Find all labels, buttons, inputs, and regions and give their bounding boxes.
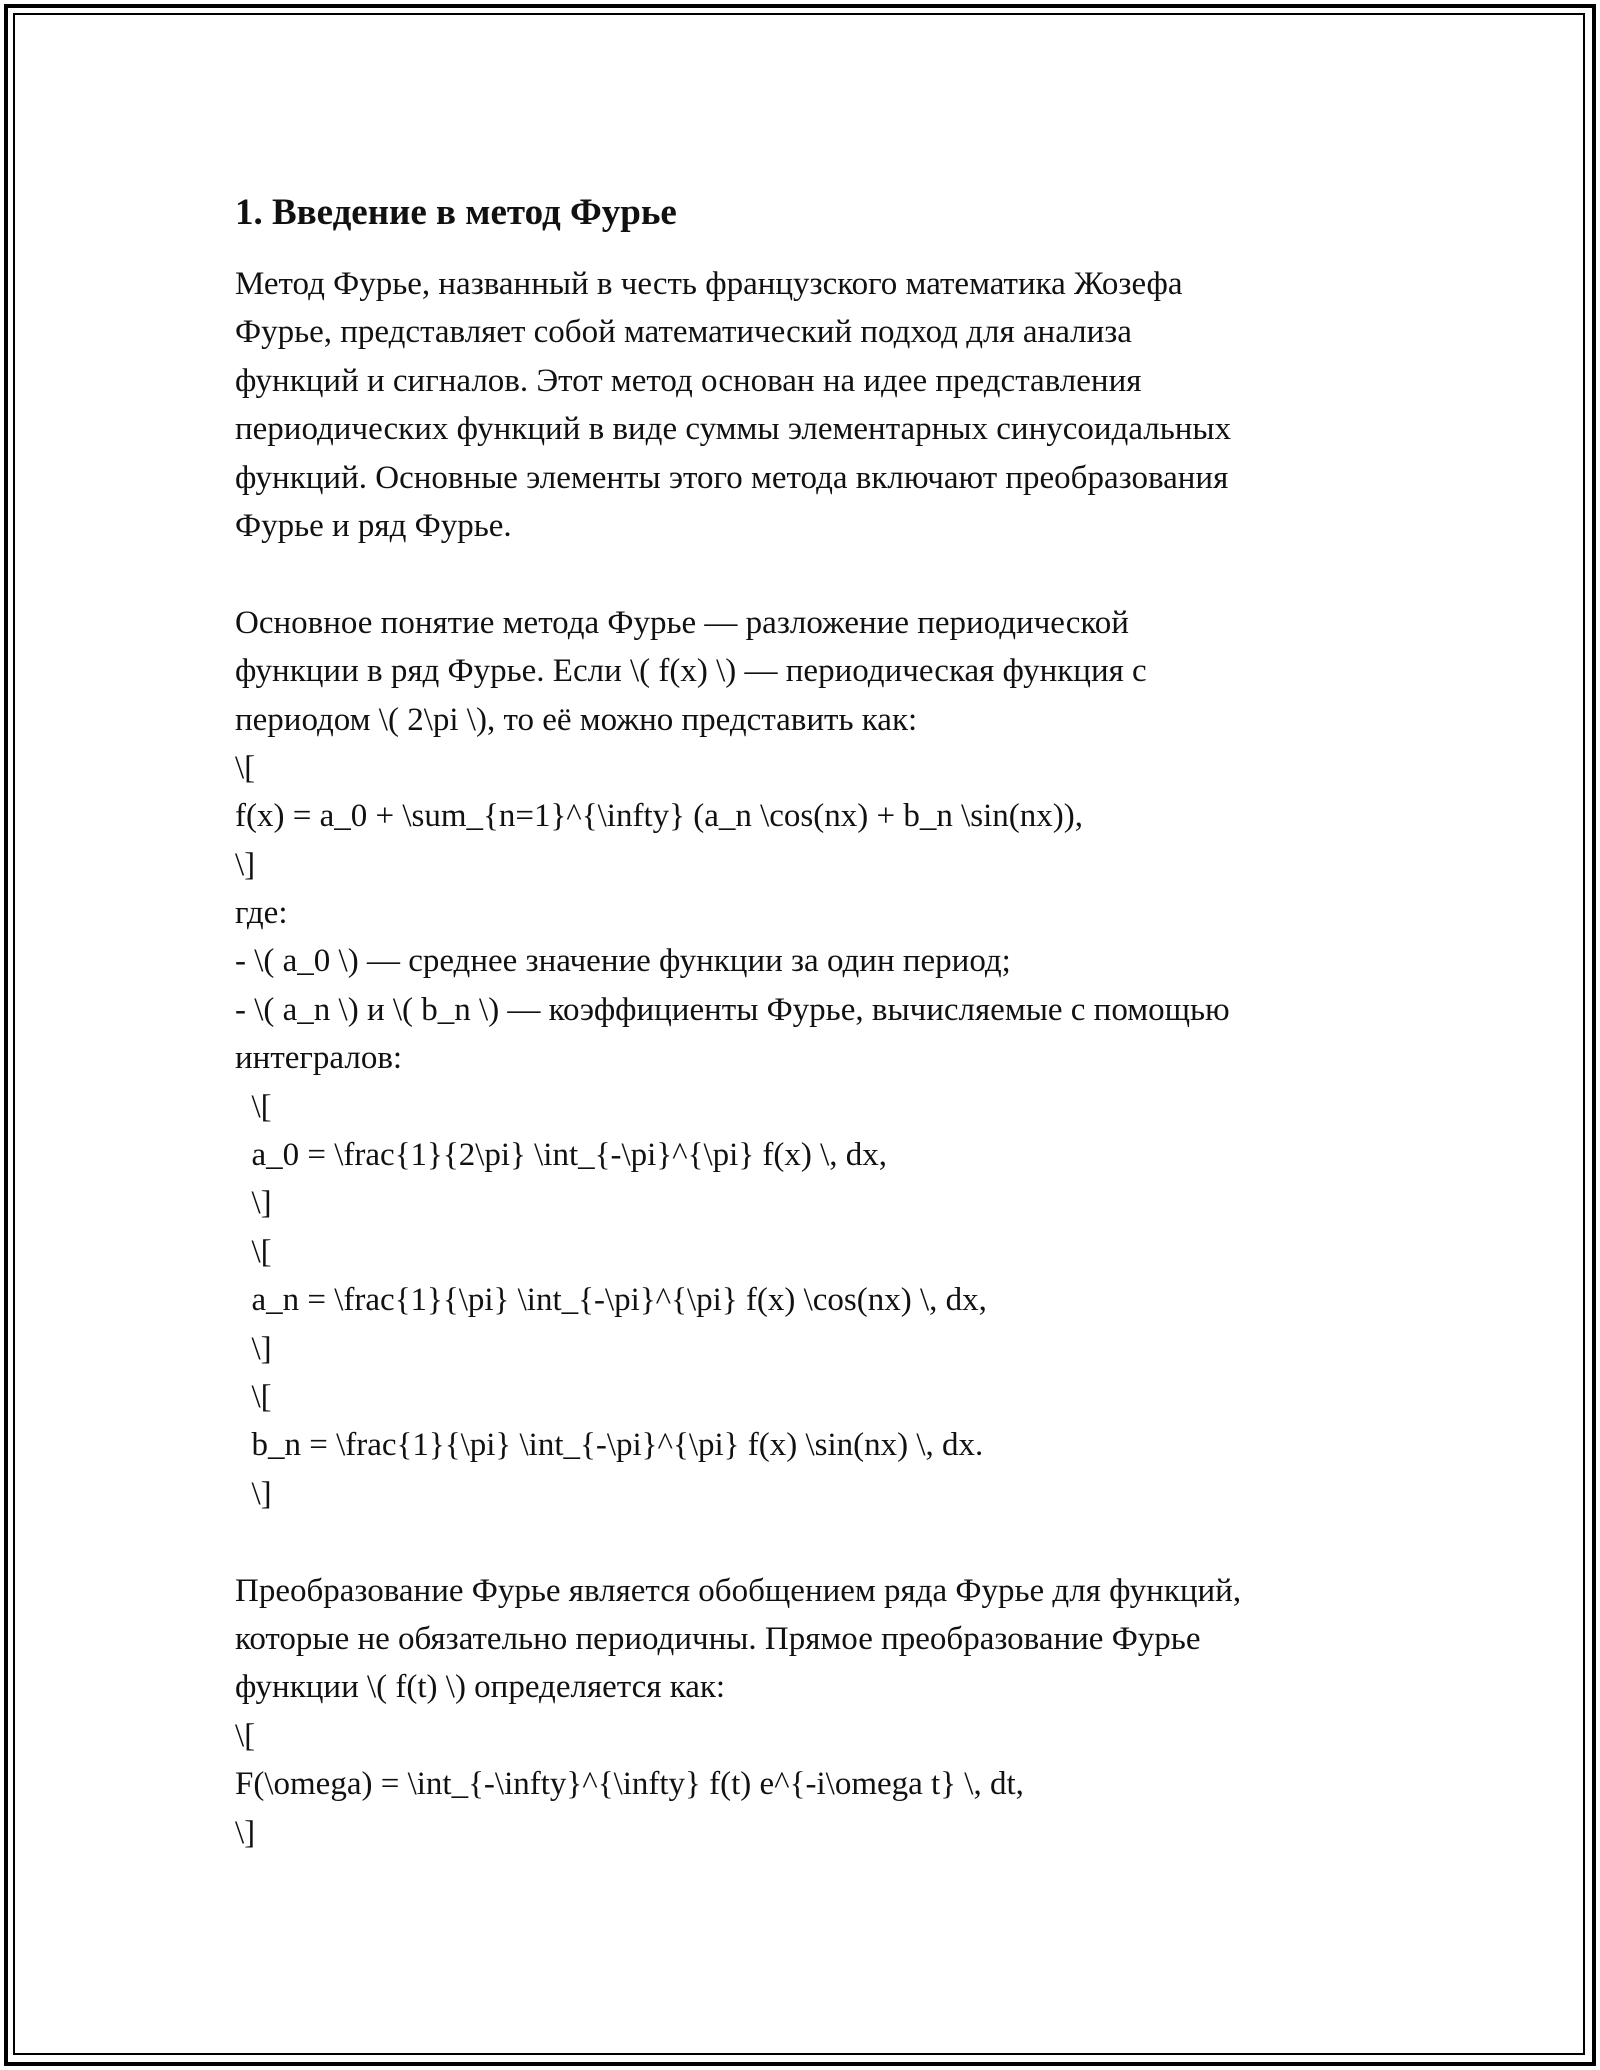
text-line: Фурье, представляет собой математический подход для анализа: [235, 314, 1132, 351]
document-text: [235, 260, 1375, 1857]
text-line: b_n = \frac{1}{\pi} \int_{-\pi}^{\pi} f(x) \sin(nx) \, dx.: [235, 1427, 984, 1464]
text-line: Основное понятие метода Фурье — разложение периодической: [235, 604, 1129, 641]
text-line: \[: [235, 1717, 256, 1754]
text-line: \[: [235, 1378, 272, 1415]
text-line: - \( a_0 \) — среднее значение функции за один период;: [235, 943, 1011, 980]
text-line: где:: [235, 895, 288, 932]
section-title: 1. Введение в метод Фурье: [235, 192, 677, 233]
text-line: \]: [235, 1475, 272, 1512]
text-line: \]: [235, 846, 256, 883]
text-line: [235, 1518, 1375, 1566]
text-line: \[: [235, 1233, 272, 1270]
text-line: - \( a_n \) и \( b_n \) — коэффициенты Фурье, вычисляемые с помощью: [235, 991, 1230, 1028]
text-line: \[: [235, 1088, 272, 1125]
text-line: a_n = \frac{1}{\pi} \int_{-\pi}^{\pi} f(x) \cos(nx) \, dx,: [235, 1282, 987, 1319]
text-line: периодических функций в виде суммы элементарных синусоидальных: [235, 411, 1232, 448]
text-line: которые не обязательно периодичны. Прямое преобразование Фурье: [235, 1620, 1201, 1657]
text-line: периодом \( 2\pi \), то её можно представить как:: [235, 701, 918, 738]
document-body: [235, 190, 1375, 1857]
text-line: Фурье и ряд Фурье.: [235, 507, 512, 544]
text-line: функции \( f(t) \) определяется как:: [235, 1669, 726, 1706]
text-line: F(\omega) = \int_{-\infty}^{\infty} f(t) e^{-i\omega t} \, dt,: [235, 1766, 1024, 1803]
text-line: функции в ряд Фурье. Если \( f(x) \) — периодическая функция с: [235, 653, 1147, 690]
text-line: интегралов:: [235, 1040, 403, 1077]
text-line: f(x) = a_0 + \sum_{n=1}^{\infty} (a_n \cos(nx) + b_n \sin(nx)),: [235, 798, 1083, 835]
text-line: \[: [235, 749, 256, 786]
text-line: \]: [235, 1330, 272, 1367]
text-line: \]: [235, 1814, 256, 1851]
text-line: [235, 550, 1375, 598]
text-line: функций. Основные элементы этого метода включают преобразования: [235, 459, 1229, 496]
text-line: функций и сигналов. Этот метод основан на идее представления: [235, 362, 1142, 399]
text-line: a_0 = \frac{1}{2\pi} \int_{-\pi}^{\pi} f(x) \, dx,: [235, 1137, 888, 1174]
text-line: Преобразование Фурье является обобщением ряда Фурье для функций,: [235, 1572, 1242, 1609]
text-line: \]: [235, 1185, 272, 1222]
text-line: Метод Фурье, названный в честь французского математика Жозефа: [235, 266, 1183, 302]
